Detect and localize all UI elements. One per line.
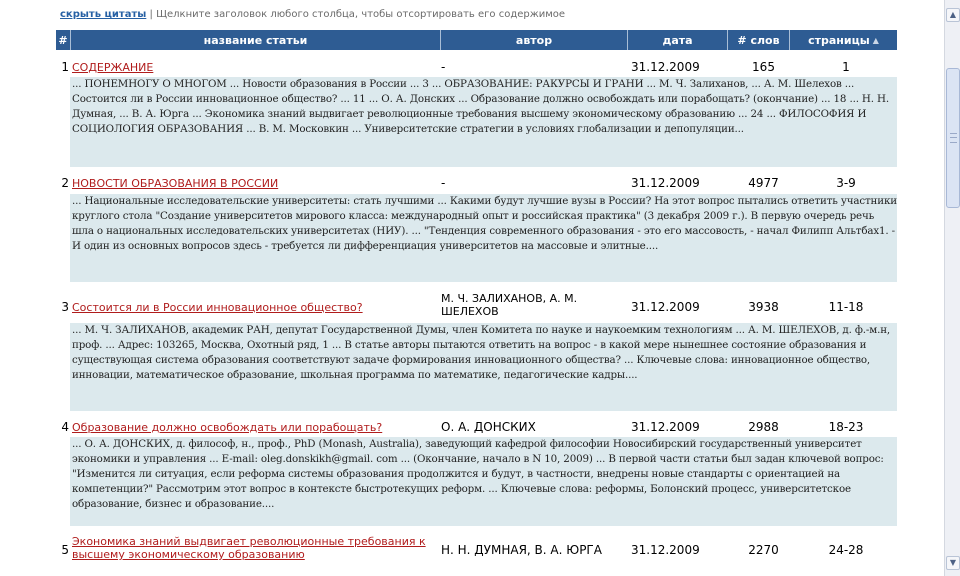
column-header-pages[interactable]	[789, 30, 897, 50]
row-number: 2	[61, 176, 69, 190]
article-date: 31.12.2009	[631, 60, 700, 74]
column-header-author[interactable]: автор	[440, 30, 627, 50]
toolbar-separator: |	[149, 9, 153, 20]
column-header-words[interactable]: # слов	[727, 30, 789, 50]
article-author: -	[441, 176, 446, 190]
vertical-scrollbar[interactable]	[944, 0, 960, 576]
article-title-link[interactable]: НОВОСТИ ОБРАЗОВАНИЯ В РОССИИ	[72, 177, 279, 190]
sort-ascending-icon: ▲	[872, 35, 879, 45]
scrollbar-thumb[interactable]	[946, 68, 960, 208]
row-number: 3	[61, 300, 69, 314]
article-title	[72, 176, 432, 190]
row-number: 1	[61, 60, 69, 74]
article-title	[72, 535, 432, 561]
hide-quotes-link[interactable]: скрыть цитаты	[60, 9, 147, 20]
article-title-link[interactable]: СОДЕРЖАНИЕ	[72, 61, 154, 74]
column-header-title[interactable]: название статьи	[70, 30, 440, 50]
article-pages: 24-28	[828, 543, 864, 557]
article-author: -	[441, 60, 446, 74]
article-word-count: 3938	[748, 300, 779, 314]
article-snippet: ... ПОНЕМНОГУ О МНОГОМ ... Новости образования в России ... 3 ... ОБРАЗОВАНИЕ: РАКУРСЫ И ГРАНИ ... М. Ч. Залиханов, ... А. М. Шелехов ... Состоится ли в России инновационное общество? ... 11 ... О. А. Донских ... Образование должно освобождать или порабощать? (окончание) ... 18 ... Н. Н. Думная, ... В. А. Юрга ... Экономика знаний выдвигает революционные требования высшему экономическому образованию ... 24 ... ФИЛОСОФИЯ И СОЦИОЛОГИЯ ОБРАЗОВАНИЯ ... В. М. Московкин ... Университетские стратегии в условиях глобализации и депопуляции...	[70, 77, 897, 167]
article-author: Н. Н. ДУМНАЯ, В. А. ЮРГА	[441, 543, 602, 557]
article-snippet: ... О. А. ДОНСКИХ, д. философ, н., проф., PhD (Monash, Australia), заведующий кафедрой философии Новосибирский государственный университет экономики и управления ... E-mail: oleg.donskikh@gmail. com ... (Окончание, начало в N 10, 2009) ... В первой части статьи был задан ключевой вопрос: "Изменится ли ситуация, если реформа системы образования продолжится и будут, в частности, внедрены новые стандарты с ориентацией на компетенции?" Рассмотрим этот вопрос в контексте быстротекущих реформ. ... Ключевые слова: реформы, Болонский процесс, университетское образование, бизнес и образование....	[70, 437, 897, 526]
article-word-count: 2988	[748, 420, 779, 434]
table-row	[56, 535, 897, 567]
article-title	[72, 300, 432, 314]
column-header-pages-label: страницы	[808, 33, 870, 47]
scroll-up-icon[interactable]: ▲	[946, 8, 960, 22]
table-row	[56, 292, 897, 416]
article-date: 31.12.2009	[631, 300, 700, 314]
article-pages: 11-18	[828, 300, 864, 314]
article-date: 31.12.2009	[631, 420, 700, 434]
article-date: 31.12.2009	[631, 543, 700, 557]
article-title-link[interactable]: Экономика знаний выдвигает революционные требования к высшему экономическому образованию	[72, 535, 426, 561]
article-title	[72, 420, 432, 434]
article-pages: 1	[842, 60, 850, 74]
article-snippet: ... М. Ч. ЗАЛИХАНОВ, академик РАН, депутат Государственной Думы, член Комитета по науке и наукоемким технологиям ... А. М. ШЕЛЕХОВ, д. ф.-м.н, проф. ... Адрес: 103265, Москва, Охотный ряд, 1 ... В статье авторы пытаются ответить на вопрос - в какой мере нынешнее состояние образования и существующая система образования соответствуют задаче формирования инновационного общества? ... Ключевые слова: инновационное общество, инновации, математическое образование, школьная программа по математике, педагогические кадры....	[70, 323, 897, 411]
article-title	[72, 60, 432, 74]
table-row	[56, 420, 897, 528]
article-snippet: ... Национальные исследовательские университеты: стать лучшими ... Какими будут лучшие вузы в России? На этот вопрос пытались ответить участники круглого стола "Создание университетов мирового класса: международный опыт и российская практика" (3 декабря 2009 г.). В первую очередь речь шла о национальных исследовательских университетах (НИУ). ... "Тенденция современного образования - это его массовость, - начал Филипп Альтбах1. - И один из основных вопросов здесь - требуется ли дифференциация университетов на массовые и элитные....	[70, 194, 897, 282]
results-toolbar	[60, 9, 565, 21]
article-title-link[interactable]: Образование должно освобождать или порабощать?	[72, 421, 383, 434]
column-header-date[interactable]: дата	[627, 30, 727, 50]
sort-hint-text: Щелкните заголовок любого столбца, чтобы отсортировать его содержимое	[156, 9, 566, 20]
article-author: М. Ч. ЗАЛИХАНОВ, А. М. ШЕЛЕХОВ	[441, 292, 578, 318]
scroll-down-icon[interactable]: ▼	[946, 556, 960, 570]
article-author: О. А. ДОНСКИХ	[441, 420, 536, 434]
row-number: 4	[61, 420, 69, 434]
article-word-count: 2270	[748, 543, 779, 557]
article-title-link[interactable]: Состоится ли в России инновационное общество?	[72, 301, 363, 314]
article-date: 31.12.2009	[631, 176, 700, 190]
table-row	[56, 60, 897, 170]
column-header-num[interactable]: #	[56, 30, 70, 50]
article-word-count: 4977	[748, 176, 779, 190]
grip-icon	[950, 133, 957, 143]
table-row	[56, 176, 897, 282]
article-word-count: 165	[752, 60, 775, 74]
article-pages: 3-9	[836, 176, 856, 190]
article-pages: 18-23	[828, 420, 864, 434]
row-number: 5	[61, 543, 69, 557]
